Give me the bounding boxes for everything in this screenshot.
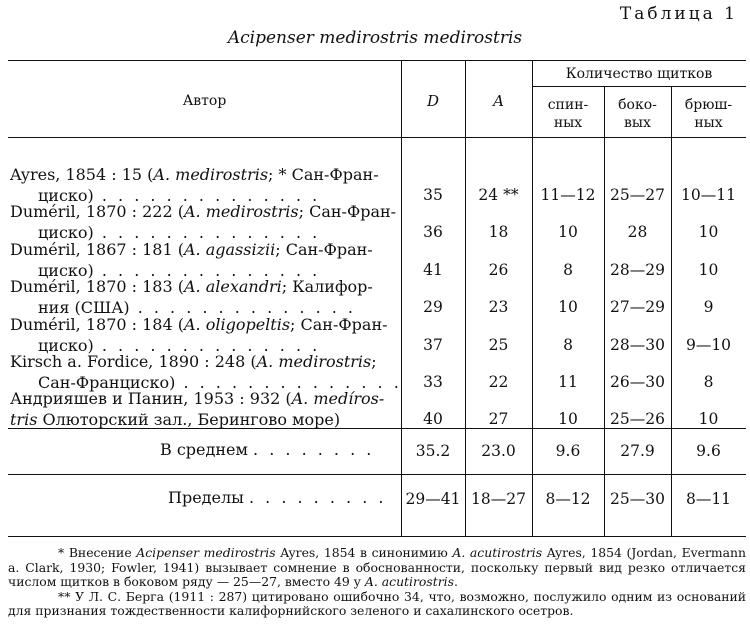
cell-lateral: 28—29 <box>610 260 665 279</box>
author-cell <box>10 164 398 206</box>
cell-dorsal: 10 <box>558 298 578 317</box>
header-lateral-line2: вых <box>624 115 651 131</box>
average-label <box>160 440 374 459</box>
species-name: A. agassizii <box>183 239 276 259</box>
author-line-1 <box>10 351 398 372</box>
header-d: D <box>426 92 440 110</box>
cell-lateral: 27—29 <box>610 298 665 317</box>
cell-a: 26 <box>488 260 509 279</box>
cell-dorsal: 10 <box>558 410 578 429</box>
cell-ventral: 10 <box>698 410 719 429</box>
cell-ventral: 10 <box>698 260 719 279</box>
citation-text: ния (США) <box>38 298 130 318</box>
citation-text: Олюторский зал., Берингово море) <box>37 410 341 430</box>
author-cell <box>10 201 398 243</box>
footnote-1-text: * Внесение <box>58 545 137 560</box>
citation-text: Duméril, 1870 : 222 ( <box>10 202 184 222</box>
cell-dorsal: 8 <box>563 260 573 279</box>
citation-text: Duméril, 1867 : 181 ( <box>10 239 184 259</box>
limits-label-text: Пределы <box>168 488 244 507</box>
leader-dots: . . . . . . . . <box>253 440 375 459</box>
species-name: A. oligopeltis <box>183 314 291 334</box>
species-title: Acipenser medirostris medirostris <box>227 28 523 48</box>
header-bottom-rule <box>8 137 746 138</box>
citation-text: ; Сан-Фран- <box>290 314 388 334</box>
header-dorsal-line1: спин- <box>547 97 589 113</box>
footnote-1-species: A. acutirostris <box>364 574 454 589</box>
author-line-1 <box>10 314 398 335</box>
cell-lateral: 26—30 <box>610 373 665 391</box>
citation-text: циско) <box>38 260 94 280</box>
cell-d: 29 <box>423 298 443 317</box>
header-scutes-group: Количество щитков <box>565 66 713 82</box>
cell-lateral: 25—26 <box>610 410 665 429</box>
species-name: A. medíros- <box>291 389 385 409</box>
limits-top-rule <box>8 474 746 475</box>
cell-a: 27 <box>488 410 509 429</box>
author-line-1 <box>10 276 398 297</box>
header-lateral-line1: боко- <box>618 97 657 113</box>
cell-ventral: 9 <box>703 298 714 317</box>
average-ventral: 9.6 <box>696 442 721 460</box>
cell-a: 22 <box>488 373 509 391</box>
cell-lateral: 25—27 <box>610 186 665 204</box>
cell-lateral: 28—30 <box>610 335 665 354</box>
leader-dots: . . . . . . . . . . . . . . <box>129 298 357 318</box>
leader-dots: . . . . . . . . . . . . . . <box>175 373 402 392</box>
header-dorsal-line2: ных <box>553 115 583 131</box>
average-label-text: В среднем <box>160 440 248 459</box>
average-lateral: 27.9 <box>620 442 655 460</box>
table-bottom-rule <box>8 536 746 537</box>
cell-d: 41 <box>423 260 443 279</box>
footnote-1-species: A. acutirostris <box>452 545 543 560</box>
citation-text: ; <box>371 352 377 371</box>
average-d: 35.2 <box>415 442 451 460</box>
author-line-1 <box>10 164 398 185</box>
cell-a: 23 <box>488 298 509 317</box>
cell-d: 36 <box>423 223 443 242</box>
cell-ventral: 9—10 <box>685 335 732 354</box>
footnotes <box>8 546 746 619</box>
citation-text: ; Сан-Фран- <box>298 202 397 222</box>
cell-dorsal: 8 <box>563 335 573 354</box>
limits-lateral: 25—30 <box>610 490 665 508</box>
average-a: 23.0 <box>481 442 516 460</box>
table-number-label: Таблица 1 <box>619 4 738 24</box>
species-name: A. alexandri <box>183 277 282 297</box>
author-line-2 <box>10 409 398 430</box>
footnote-1-species: Acipenser medirostris <box>136 545 276 560</box>
footnote-2: ** У Л. С. Берга (1911 : 287) цитировано ошибочно 34, что, возможно, послужило одним из оснований для признания тождественности калифорнийского зеленого и сахалинского осетров. <box>8 588 746 618</box>
leader-dots: . . . . . . . . . <box>248 488 387 507</box>
citation-text: Ayres, 1854 : 15 ( <box>10 165 154 184</box>
cell-dorsal: 11 <box>558 373 578 391</box>
citation-text: Duméril, 1870 : 184 ( <box>10 314 184 334</box>
cell-lateral: 28 <box>627 223 648 242</box>
average-dorsal: 9.6 <box>555 442 581 460</box>
header-ventral-line1: брюш- <box>684 97 733 113</box>
species-name: A. medirostris <box>256 352 372 371</box>
cell-a: 18 <box>488 223 509 242</box>
header-ventral-line2: ных <box>694 115 723 131</box>
cell-d: 33 <box>423 373 443 391</box>
limits-a: 18—27 <box>471 490 526 508</box>
citation-text: ; Сан-Фран- <box>275 239 373 259</box>
citation-text: циско) <box>38 335 94 355</box>
species-name: A. medirostris <box>153 165 269 184</box>
author-cell <box>10 239 398 281</box>
limits-label <box>168 488 386 507</box>
cell-ventral: 8 <box>703 373 714 391</box>
leader-dots: . . . . . . . . . . . . . . <box>93 335 321 355</box>
species-name: A. medirostris <box>183 202 299 222</box>
citation-text: Duméril, 1870 : 183 ( <box>10 277 184 297</box>
cell-ventral: 10 <box>698 223 719 242</box>
cell-a: 24 ** <box>478 186 519 204</box>
citation-text: Сан-Франциско) <box>38 373 176 392</box>
footnote-1-text: Ayres, 1854 (Jordan, Evermann a. Clark, 1930; Fowler, 1941) вызывает сомнение в обоснованности, поскольку первый вид резко отличается числом щитков в боковом ряду — 25—27, вместо 49 у <box>8 545 746 589</box>
scutes-group-rule <box>532 86 746 87</box>
cell-dorsal: 11—12 <box>540 186 596 204</box>
header-ventral <box>671 96 746 132</box>
citation-text: ; Калифор- <box>281 277 373 297</box>
author-cell <box>10 388 398 430</box>
author-line-1 <box>10 239 398 260</box>
citation-text: ; * Сан-Фран- <box>268 165 379 184</box>
footnote-1-text: . <box>453 574 458 589</box>
author-cell <box>10 314 398 356</box>
cell-d: 35 <box>423 186 443 204</box>
leader-dots: . . . . . . . . . . . . . . <box>93 260 321 280</box>
leader-dots: . . . . . . . . . . . . . . <box>93 186 321 205</box>
header-dorsal <box>532 96 604 132</box>
footnote-1-text: Ayres, 1854 в синонимию <box>275 545 453 560</box>
table-top-rule <box>8 60 746 61</box>
citation-text: Kirsch a. Fordice, 1890 : 248 ( <box>10 352 257 371</box>
species-name: tris <box>10 410 38 430</box>
limits-ventral: 8—11 <box>685 490 732 508</box>
footnote-1 <box>8 546 746 590</box>
cell-dorsal: 10 <box>558 223 578 242</box>
author-line-1 <box>10 388 398 409</box>
citation-text: циско) <box>38 186 94 205</box>
leader-dots: . . . . . . . . . . . . . . <box>93 223 321 243</box>
author-cell <box>10 276 398 318</box>
citation-text: Андрияшев и Панин, 1953 : 932 ( <box>10 389 292 409</box>
header-author: Автор <box>182 93 227 109</box>
cell-d: 37 <box>423 335 443 354</box>
cell-a: 25 <box>488 335 509 354</box>
header-a: A <box>493 92 504 110</box>
limits-dorsal: 8—12 <box>545 490 591 508</box>
header-lateral <box>604 96 671 132</box>
limits-d: 29—41 <box>405 490 461 508</box>
cell-ventral: 10—11 <box>681 186 736 204</box>
citation-text: циско) <box>38 223 94 243</box>
author-line-1 <box>10 201 398 222</box>
author-cell <box>10 351 402 393</box>
cell-d: 40 <box>423 410 443 429</box>
